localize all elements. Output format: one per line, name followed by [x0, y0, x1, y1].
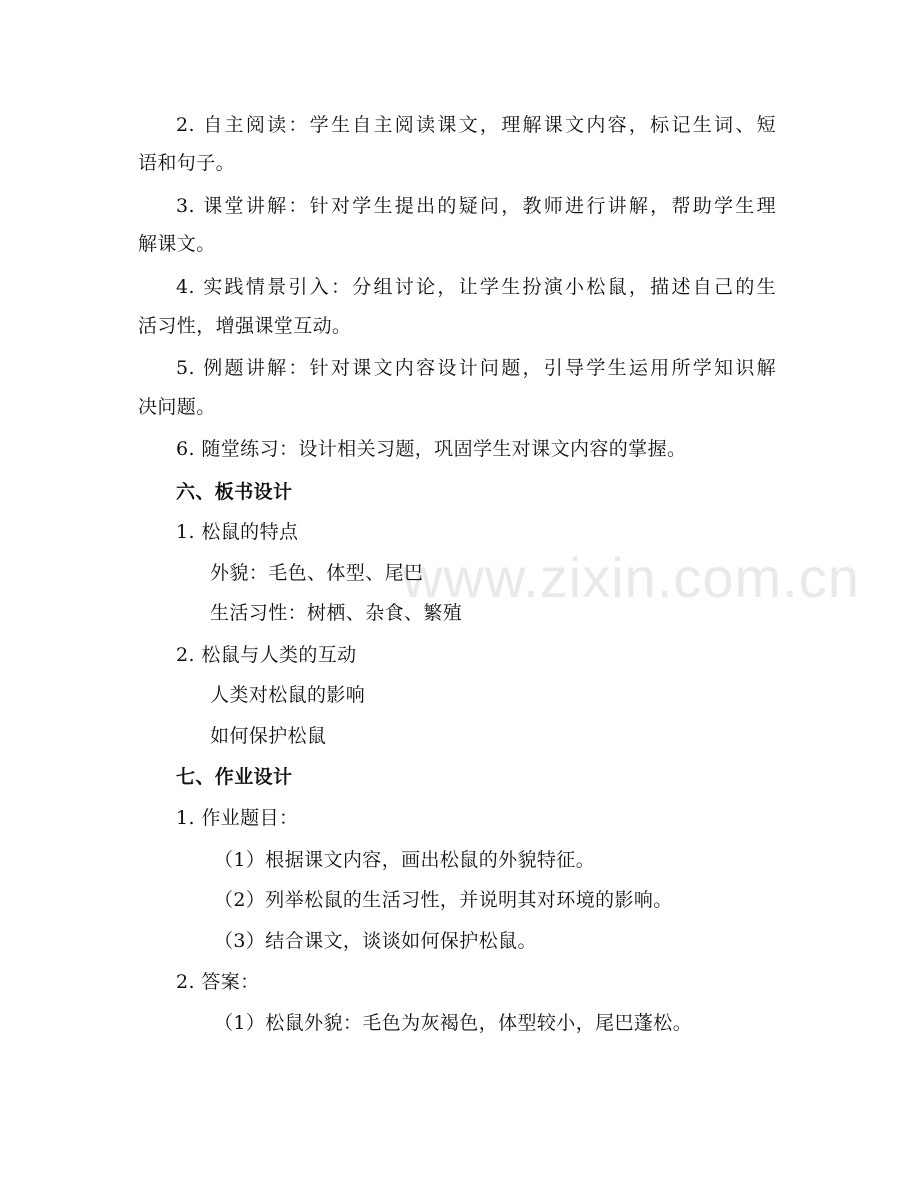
homework-question-3: （3）结合课文，谈谈如何保护松鼠。 [214, 930, 537, 952]
homework-question-2: （2）列举松鼠的生活习性，并说明其对环境的影响。 [214, 889, 673, 911]
homework-question-1: （1）根据课文内容，画出松鼠的外貌特征。 [214, 849, 596, 871]
homework-answer-1: （1）松鼠外貌：毛色为灰褐色，体型较小，尾巴蓬松。 [214, 1012, 693, 1034]
step-6-line-1: 6. 随堂练习：设计相关习题，巩固学生对课文内容的掌握。 [176, 438, 687, 460]
step-4-line-2: 活习性，增强课堂互动。 [138, 315, 352, 337]
board-item-1-sub-2: 生活习性：树栖、杂食、繁殖 [210, 602, 463, 624]
step-3-line-2: 解课文。 [138, 233, 216, 255]
board-item-1-sub-1: 外貌：毛色、体型、尾巴 [210, 562, 424, 584]
watermark: www.zixin.com.cn [402, 546, 860, 609]
step-2-line-1: 2. 自主阅读：学生自主阅读课文，理解课文内容，标记生词、短 [176, 114, 776, 136]
step-5-line-1: 5. 例题讲解：针对课文内容设计问题，引导学生运用所学知识解 [176, 357, 776, 379]
step-3-line-1: 3. 课堂讲解：针对学生提出的疑问，教师进行讲解，帮助学生理 [176, 195, 776, 217]
board-item-2-sub-2: 如何保护松鼠 [210, 725, 327, 747]
step-5-line-2: 决问题。 [138, 396, 216, 418]
board-item-2-sub-1: 人类对松鼠的影响 [210, 684, 366, 706]
section-heading-board-design: 六、板书设计 [176, 481, 293, 503]
board-item-2-title: 2. 松鼠与人类的互动 [176, 644, 357, 666]
homework-questions-title: 1. 作业题目： [176, 807, 299, 829]
step-2-line-2: 语和句子。 [138, 152, 236, 174]
step-4-line-1: 4. 实践情景引入：分组讨论，让学生扮演小松鼠，描述自己的生 [176, 276, 776, 298]
board-item-1-title: 1. 松鼠的特点 [176, 521, 299, 543]
section-heading-homework-design: 七、作业设计 [176, 766, 293, 788]
homework-answers-title: 2. 答案： [176, 971, 260, 993]
